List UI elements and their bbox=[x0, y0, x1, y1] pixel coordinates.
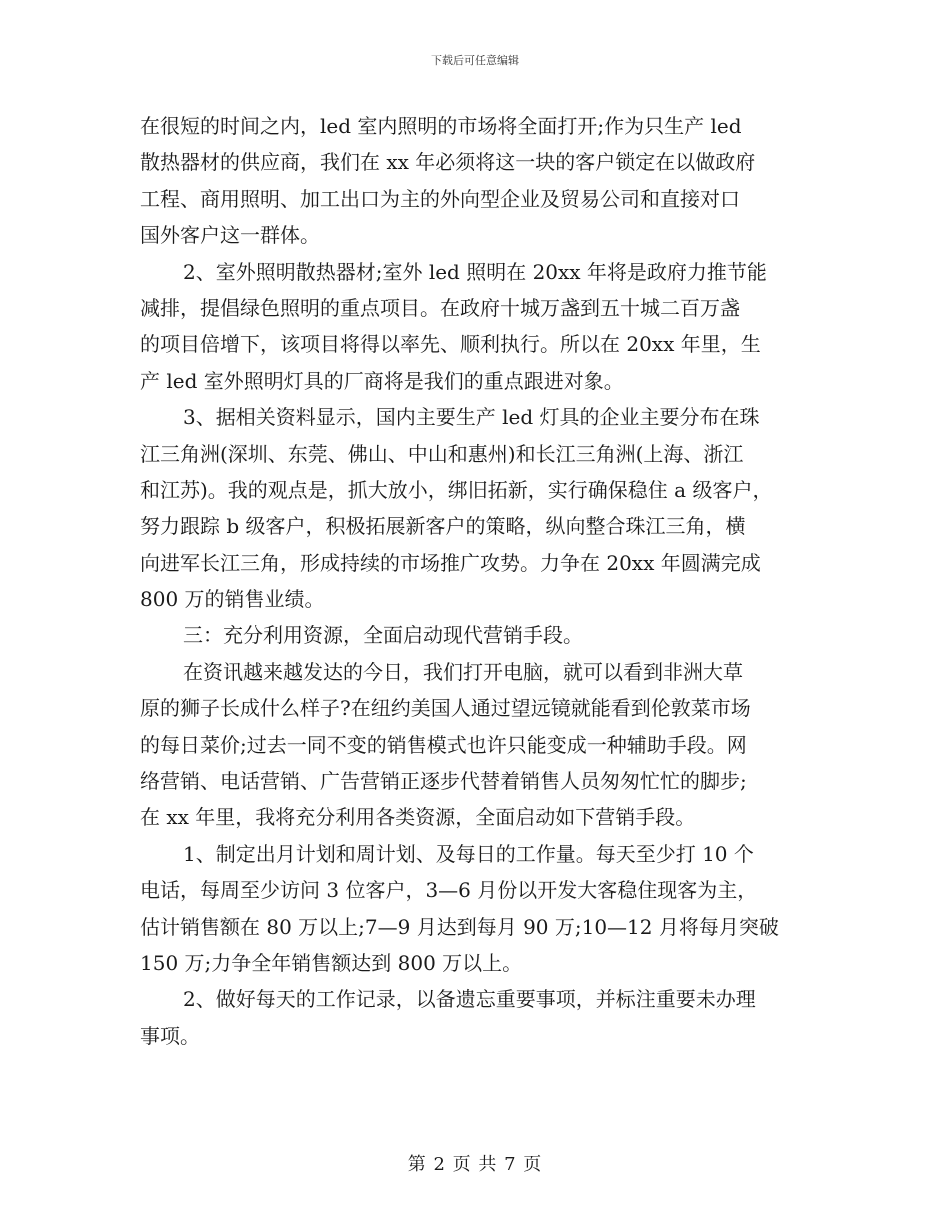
text-line: 国外客户这一群体。 bbox=[140, 223, 320, 248]
text-line: 3、据相关资料显示，国内主要生产 led 灯具的企业主要分布在珠 bbox=[183, 405, 760, 430]
text-line: 原的狮子长成什么样子?在纽约美国人通过望远镜就能看到伦敦菜市场 bbox=[140, 696, 751, 721]
text-line: 工程、商用照明、加工出口为主的外向型企业及贸易公司和直接对口 bbox=[140, 186, 740, 211]
text-line: 江三角洲(深圳、东莞、佛山、中山和惠州)和长江三角洲(上海、浙江 bbox=[140, 441, 744, 466]
text-line: 和江苏)。我的观点是，抓大放小，绑旧拓新，实行确保稳住 a 级客户， bbox=[140, 477, 773, 502]
text-line: 努力跟踪 b 级客户，积极拓展新客户的策略，纵向整合珠江三角，横 bbox=[140, 514, 746, 539]
text-line: 800 万的销售业绩。 bbox=[140, 587, 325, 612]
text-line: 在资讯越来越发达的今日，我们打开电脑，就可以看到非洲大草 bbox=[183, 659, 743, 684]
section-heading: 三：充分利用资源，全面启动现代营销手段。 bbox=[183, 623, 583, 648]
page-number: 第 2 页 共 7 页 bbox=[407, 1154, 543, 1175]
text-line: 电话，每周至少访问 3 位客户，3—6 月份以开发大客稳住现客为主， bbox=[140, 878, 758, 903]
text-line: 的每日菜价;过去一同不变的销售模式也许只能变成一种辅助手段。网 bbox=[140, 732, 747, 757]
text-line: 产 led 室外照明灯具的厂商将是我们的重点跟进对象。 bbox=[140, 368, 624, 393]
text-line: 事项。 bbox=[140, 1023, 200, 1048]
text-line: 络营销、电话营销、广告营销正逐步代替着销售人员匆匆忙忙的脚步; bbox=[140, 769, 747, 794]
text-line: 向进军长江三角，形成持续的市场推广攻势。力争在 20xx 年圆满完成 bbox=[140, 550, 761, 575]
text-line: 在很短的时间之内，led 室内照明的市场将全面打开;作为只生产 led bbox=[140, 114, 742, 138]
page-header: 下载后可任意编辑 bbox=[431, 54, 519, 67]
text-line: 1、制定出月计划和周计划、及每日的工作量。每天至少打 10 个 bbox=[183, 841, 754, 866]
document-body bbox=[140, 108, 812, 1054]
text-line: 减排，提倡绿色照明的重点项目。在政府十城万盏到五十城二百万盏 bbox=[140, 295, 740, 320]
text-line: 150 万;力争全年销售额达到 800 万以上。 bbox=[140, 950, 523, 975]
text-line: 的项目倍增下，该项目将得以率先、顺利执行。所以在 20xx 年里，生 bbox=[140, 332, 761, 357]
text-line: 估计销售额在 80 万以上;7—9 月达到每月 90 万;10—12 月将每月突破 bbox=[140, 914, 779, 939]
text-line: 在 xx 年里，我将充分利用各类资源，全面启动如下营销手段。 bbox=[140, 805, 696, 830]
text-line: 散热器材的供应商，我们在 xx 年必须将这一块的客户锁定在以做政府 bbox=[140, 150, 756, 175]
text-line: 2、室外照明散热器材;室外 led 照明在 20xx 年将是政府力推节能 bbox=[183, 259, 767, 284]
text-line: 2、做好每天的工作记录，以备遗忘重要事项，并标注重要未办理 bbox=[183, 987, 756, 1012]
